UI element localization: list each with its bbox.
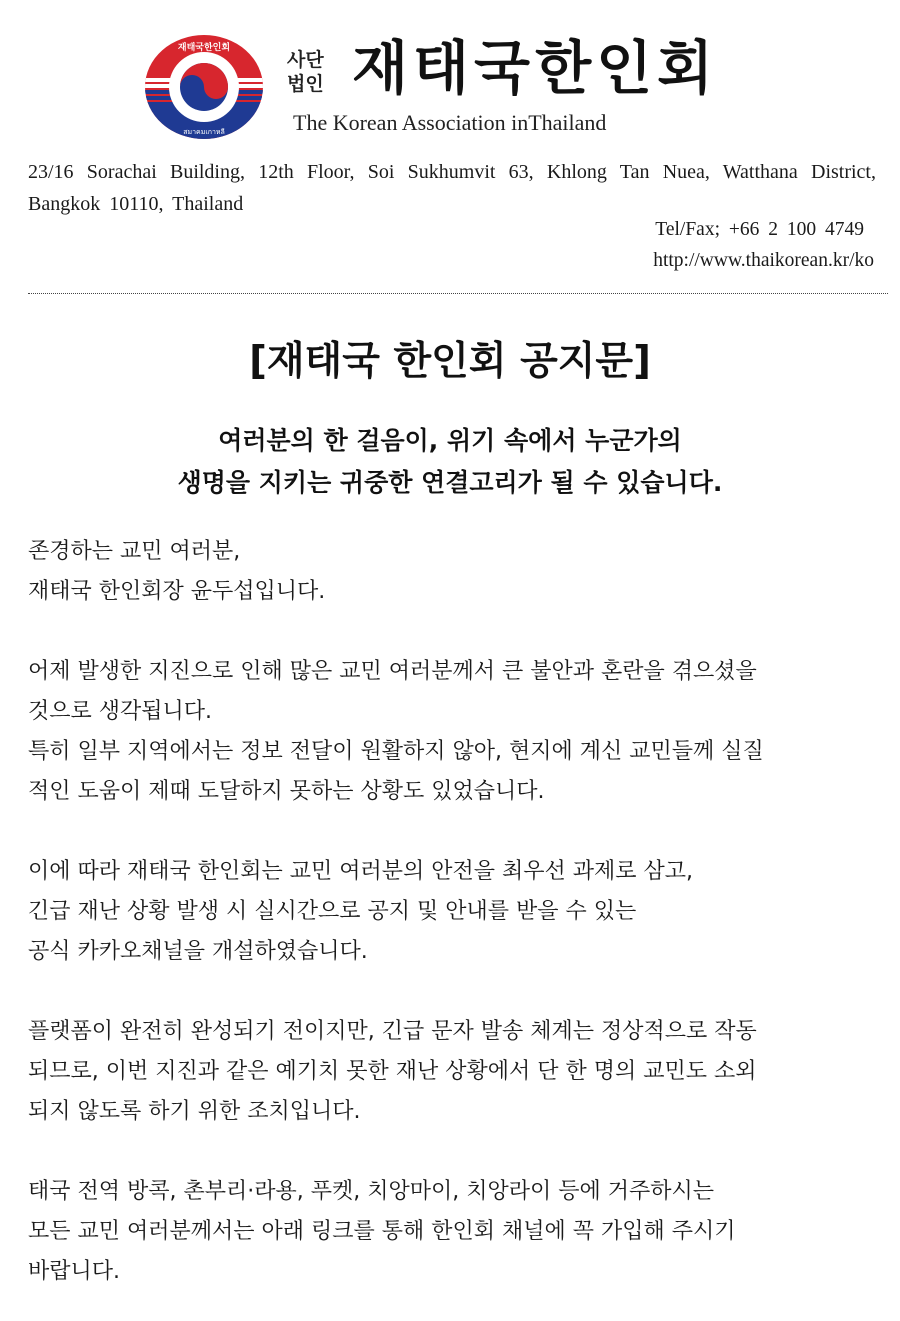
subtitle-line: 생명을 지키는 귀중한 연결고리가 될 수 있습니다. (177, 468, 723, 497)
org-name-english: The Korean Association inThailand (293, 110, 607, 135)
notice-subtitle (0, 420, 900, 504)
address: 23/16 Sorachai Building, 12th Floor, Soi Sukhumvit 63, Khlong Tan Nuea, Watthana District, Bangkok 10110, Thailand (28, 161, 876, 215)
org-name-korean: 재태국한인회 (352, 34, 719, 102)
body-line: 것으로 생각됩니다. (28, 699, 213, 724)
body-line: 특히 일부 지역에서는 정보 전달이 원활하지 않아, 현지에 계신 교민들께 실질 (28, 739, 764, 764)
contact-info (653, 214, 874, 276)
website-link[interactable]: http://www.thaikorean.kr/ko (653, 250, 874, 271)
paragraph-greeting (28, 532, 880, 612)
body-line: 긴급 재난 상황 발생 시 실시간으로 공지 및 안내를 받을 수 있는 (28, 899, 637, 924)
body-line: 어제 발생한 지진으로 인해 많은 교민 여러분께서 큰 불안과 혼란을 겪으셨을 (28, 659, 757, 684)
body-line: 태국 전역 방콕, 촌부리·라용, 푸켓, 치앙마이, 치앙라이 등에 거주하시는 (28, 1179, 714, 1204)
body-line: 공식 카카오채널을 개설하였습니다. (28, 939, 368, 964)
corp-label-line1: 사단 (287, 49, 324, 71)
tel-fax: Tel/Fax; +66 2 100 4749 (655, 219, 864, 240)
body-line: 적인 도움이 제때 도달하지 못하는 상황도 있었습니다. (28, 779, 545, 804)
letterhead (0, 0, 900, 160)
dotted-divider (28, 293, 888, 294)
paragraph-earthquake (28, 652, 880, 812)
body-line: 이에 따라 재태국 한인회는 교민 여러분의 안전을 최우선 과제로 삼고, (28, 859, 693, 884)
body-line: 모든 교민 여러분께서는 아래 링크를 통해 한인회 채널에 꼭 가입해 주시기 (28, 1219, 736, 1244)
body-line: 되지 않도록 하기 위한 조치입니다. (28, 1099, 361, 1124)
corporation-label (287, 48, 347, 96)
body-line: 되므로, 이번 지진과 같은 예기치 못한 재난 상황에서 단 한 명의 교민도 소외 (28, 1059, 757, 1084)
notice-body (28, 532, 880, 1292)
notice-title: [재태국 한인회 공지문] (249, 339, 651, 384)
paragraph-platform (28, 1012, 880, 1132)
svg-text:สมาคมเกาหลี: สมาคมเกาหลี (183, 128, 225, 136)
corp-label-line2: 법인 (287, 73, 324, 95)
svg-text:재태국한인회: 재태국한인회 (177, 43, 231, 53)
paragraph-channel (28, 852, 880, 972)
body-line: 바랍니다. (28, 1259, 121, 1284)
korean-association-emblem-icon (143, 33, 265, 141)
paragraph-join-request (28, 1172, 880, 1292)
body-line: 재태국 한인회장 윤두섭입니다. (28, 579, 326, 604)
body-line: 플랫폼이 완전히 완성되기 전이지만, 긴급 문자 발송 체계는 정상적으로 작동 (28, 1019, 757, 1044)
body-line: 존경하는 교민 여러분, (28, 539, 241, 564)
subtitle-line: 여러분의 한 걸음이, 위기 속에서 누군가의 (218, 426, 682, 455)
